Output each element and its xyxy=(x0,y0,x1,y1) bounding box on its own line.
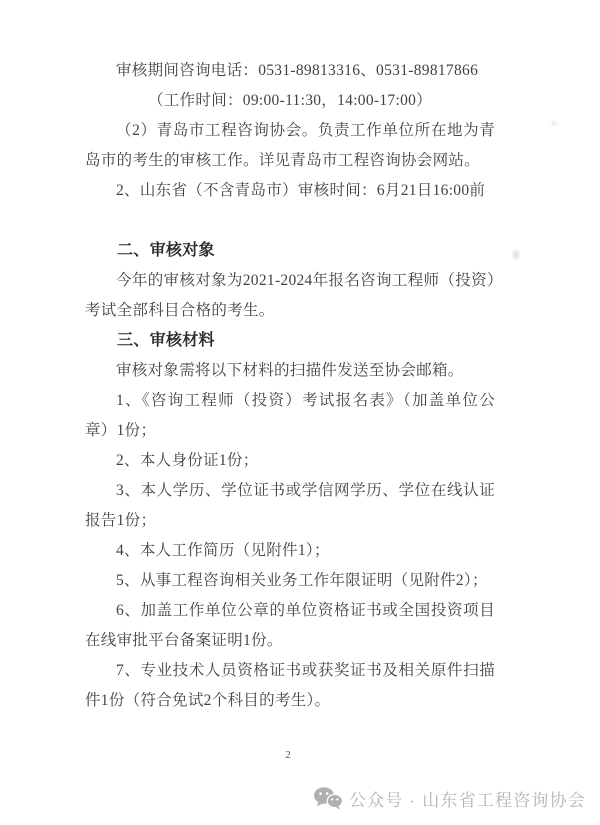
paragraph: 2、山东省（不含青岛市）审核时间：6月21日16:00前 xyxy=(116,182,486,199)
paragraph: 1、《咨询工程师（投资）考试报名表》（加盖单位公章）1份； xyxy=(85,392,495,439)
paragraph: （工作时间：09:00-11:30，14:00-17:00） xyxy=(148,92,432,109)
paragraph: 6、加盖工作单位公章的单位资格证书或全国投资项目在线审批平台备案证明1份。 xyxy=(85,602,495,649)
paragraph: 3、本人学历、学位证书或学信网学历、学位在线认证报告1份； xyxy=(85,482,495,529)
paragraph: 4、本人工作简历（见附件1）； xyxy=(116,542,330,559)
wechat-icon xyxy=(313,786,343,810)
paragraph: 5、从事工程咨询相关业务工作年限证明（见附件2）； xyxy=(116,572,488,589)
watermark-text: 公众号 · 山东省工程咨询协会 xyxy=(348,790,586,810)
page-number: 2 xyxy=(285,749,291,761)
paragraph: 2、本人身份证1份； xyxy=(116,452,259,469)
paragraph: （2）青岛市工程咨询协会。负责工作单位所在地为青岛市的考生的审核工作。详见青岛市工程咨询协会网站。 xyxy=(85,122,495,169)
section-heading: 二、审核对象 xyxy=(117,242,215,259)
paragraph: 审核期间咨询电话：0531-89813316、0531-89817866 xyxy=(116,62,479,79)
scan-speck xyxy=(550,120,558,127)
document-body xyxy=(85,56,495,716)
scan-speck xyxy=(511,248,521,262)
paragraph: 今年的审核对象为2021-2024年报名咨询工程师（投资）考试全部科目合格的考生。 xyxy=(85,272,495,319)
paragraph: 7、专业技术人员资格证书或获奖证书及相关原件扫描件1份（符合免试2个科目的考生）。 xyxy=(85,662,495,709)
footer-watermark xyxy=(313,784,586,812)
paragraph-spacer xyxy=(85,206,495,236)
paragraph: 审核对象需将以下材料的扫描件发送至协会邮箱。 xyxy=(116,362,464,379)
section-heading: 三、审核材料 xyxy=(117,332,215,349)
